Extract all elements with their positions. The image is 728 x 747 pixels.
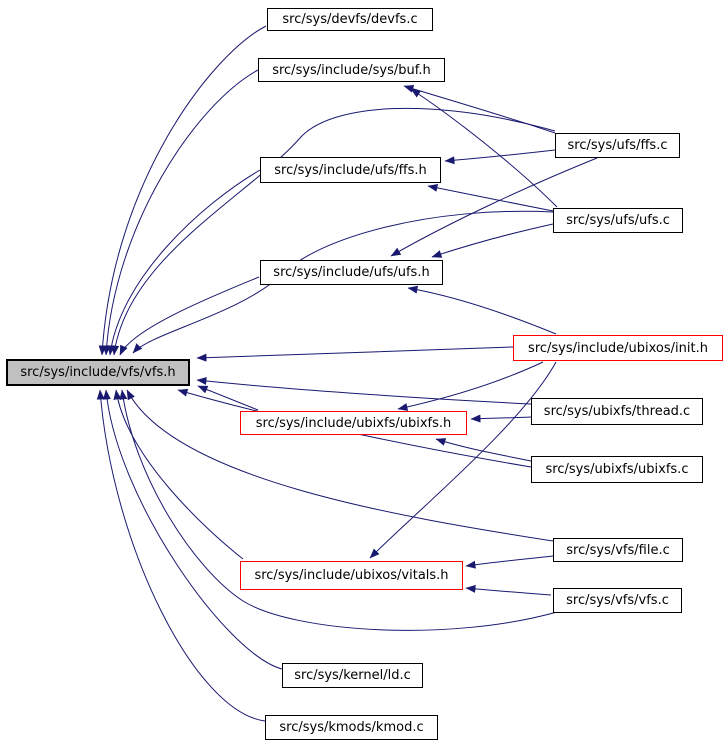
node-ufs-h[interactable] bbox=[260, 260, 443, 285]
node-vfs-h-main bbox=[6, 359, 190, 386]
node-label: src/sys/ufs/ffs.c bbox=[567, 138, 668, 153]
edge-vfs-c-to-vitals-h bbox=[466, 588, 551, 595]
edge-init-h-to-ufs-h bbox=[408, 288, 556, 334]
node-label: src/sys/include/ubixos/vitals.h bbox=[254, 568, 449, 583]
edge-init-h-to-vfs-h-main bbox=[197, 347, 513, 358]
node-label: src/sys/ufs/ufs.c bbox=[566, 213, 670, 228]
node-label: src/sys/include/ubixos/init.h bbox=[528, 340, 708, 356]
node-label: src/sys/vfs/file.c bbox=[566, 542, 670, 558]
node-init-h[interactable] bbox=[513, 335, 723, 361]
node-label: src/sys/include/ubixfs/ubixfs.h bbox=[255, 415, 452, 431]
node-ffs-h[interactable] bbox=[260, 157, 441, 183]
node-vitals-h[interactable] bbox=[240, 561, 463, 590]
node-label: src/sys/kmods/kmod.c bbox=[279, 720, 424, 735]
node-devfs-c[interactable] bbox=[267, 8, 433, 31]
node-label: src/sys/ubixfs/ubixfs.c bbox=[545, 462, 689, 477]
node-file-c[interactable] bbox=[553, 538, 683, 562]
edge-ufs-c-to-buf-h bbox=[411, 89, 557, 207]
node-ld-c[interactable] bbox=[282, 663, 423, 688]
edge-ffs-c-to-ffs-h bbox=[445, 150, 555, 161]
node-label: src/sys/include/sys/buf.h bbox=[272, 62, 431, 78]
node-ufs-c[interactable] bbox=[553, 208, 683, 233]
node-ubixfs-h[interactable] bbox=[240, 411, 467, 435]
node-label: src/sys/vfs/vfs.c bbox=[566, 593, 669, 608]
node-thread-c[interactable] bbox=[531, 398, 703, 425]
node-ffs-c[interactable] bbox=[555, 133, 680, 158]
node-buf-h[interactable] bbox=[258, 58, 445, 82]
edge-file-c-to-vitals-h bbox=[466, 556, 553, 566]
edge-kmod-c-to-vfs-h-main bbox=[100, 390, 265, 721]
node-label: src/sys/include/ufs/ufs.h bbox=[273, 265, 430, 280]
node-label: src/sys/include/ufs/ffs.h bbox=[274, 162, 427, 178]
edge-ffs-h-to-vfs-h-main bbox=[110, 170, 260, 355]
edge-thread-c-to-vfs-h-main bbox=[197, 380, 531, 404]
node-label: src/sys/ubixfs/thread.c bbox=[543, 404, 691, 419]
edge-thread-c-to-ubixfs-h bbox=[471, 417, 531, 419]
edge-init-h-to-ubixfs-h bbox=[398, 362, 543, 409]
node-kmod-c[interactable] bbox=[265, 715, 438, 740]
edge-ufs-c-to-ufs-h bbox=[432, 224, 553, 257]
node-label: src/sys/include/vfs/vfs.h bbox=[20, 365, 176, 380]
edge-ufs-c-to-ffs-h bbox=[428, 186, 553, 211]
node-label: src/sys/kernel/ld.c bbox=[294, 668, 411, 683]
edge-ffs-c-to-buf-h bbox=[404, 86, 555, 133]
node-ubixfs-c[interactable] bbox=[531, 456, 703, 483]
node-label: src/sys/devfs/devfs.c bbox=[282, 12, 418, 27]
node-vfs-c[interactable] bbox=[553, 588, 682, 613]
